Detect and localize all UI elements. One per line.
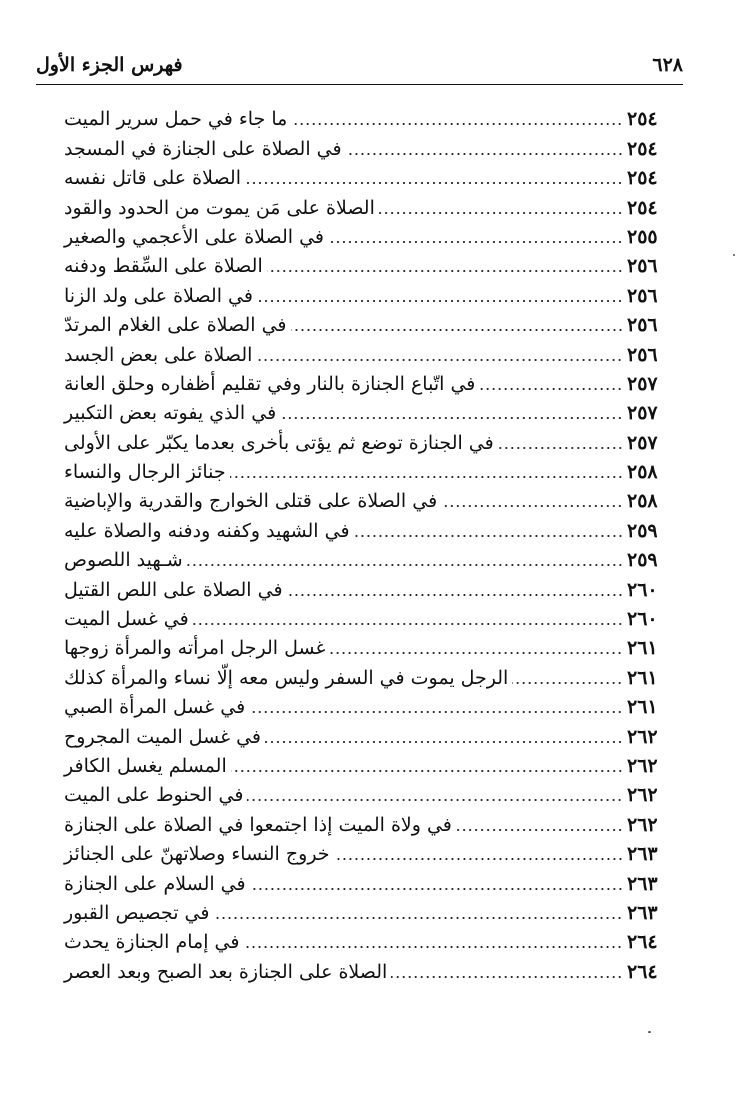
toc-entry-title: ما جاء في حمل سرير الميت (64, 108, 288, 131)
toc-entry (62, 544, 683, 573)
dot-leader (328, 240, 623, 244)
toc-entry (62, 191, 683, 220)
toc-entry-title: في الشهيد وكفنه ودفنه والصلاة عليه (64, 519, 350, 542)
toc-entry-page: ٢٦٢ (627, 813, 658, 836)
toc-entry-title: الرجل يموت في السفر وليس معه إلّا نساء والمرأة كذلك (64, 666, 509, 689)
toc-entry-page: ٢٦٠ (627, 578, 658, 601)
toc-entry (62, 867, 683, 896)
page-header (36, 54, 683, 84)
toc-entry-page: ٢٥٩ (627, 549, 658, 572)
dot-leader (291, 328, 623, 332)
toc-entry (62, 573, 683, 602)
toc-entry-page: ٢٥٤ (627, 196, 658, 219)
toc-entry (62, 485, 683, 514)
toc-entry-page: ٢٥٩ (627, 519, 658, 542)
toc-entry-title: الصلاة على الجنازة بعد الصبح وبعد العصر (64, 960, 388, 983)
dot-leader (379, 211, 623, 215)
toc-entry-page: ٢٥٤ (627, 167, 658, 190)
toc-entry-page: ٢٦١ (627, 696, 658, 719)
page-number: ٦٢٨ (652, 54, 683, 76)
dot-leader (193, 622, 623, 626)
dot-leader (287, 593, 623, 597)
toc-entry-title: في اتّباع الجنازة بالنار وفي تقليم أظفاره وحلق العانة (64, 372, 476, 395)
toc-entry (62, 750, 683, 779)
dot-leader (456, 828, 623, 832)
toc-entry (62, 514, 683, 543)
scan-speck (733, 254, 735, 256)
toc-entry-title: خروج النساء وصلاتهنّ على الجنائز (64, 843, 330, 866)
toc-entry-title: شـهيد اللصوص (64, 549, 183, 572)
toc-entry (62, 279, 683, 308)
toc-entry (62, 955, 683, 984)
toc-entry (62, 368, 683, 397)
toc-entry (62, 250, 683, 279)
dot-leader (243, 945, 623, 949)
toc-entry-title: جنائز الرجال والنساء (64, 461, 226, 484)
toc-entry-title: في الحنوط على الميت (64, 784, 244, 807)
toc-entry-title: في غسل الميت (64, 608, 189, 631)
toc-entry-page: ٢٥٧ (627, 372, 658, 395)
dot-leader (247, 798, 623, 802)
toc-entry (62, 632, 683, 661)
table-of-contents (62, 103, 683, 985)
toc-entry-page: ٢٥٦ (627, 314, 658, 337)
toc-entry (62, 720, 683, 749)
dot-leader (250, 887, 623, 891)
toc-entry (62, 338, 683, 367)
toc-entry-title: غسل الرجل امرأته والمرأة زوجها (64, 637, 326, 660)
toc-entry (62, 926, 683, 955)
toc-entry-page: ٢٥٧ (627, 431, 658, 454)
dot-leader (187, 563, 623, 567)
toc-entry-page: ٢٥٤ (627, 137, 658, 160)
toc-entry-page: ٢٦٤ (627, 960, 658, 983)
toc-entry-page: ٢٦١ (627, 637, 658, 660)
toc-entry-page: ٢٦٤ (627, 931, 658, 954)
toc-entry-page: ٢٥٨ (627, 461, 658, 484)
dot-leader (265, 740, 623, 744)
toc-entry (62, 661, 683, 690)
toc-entry-title: الصلاة على قاتل نفسه (64, 167, 242, 190)
dot-leader (498, 446, 623, 450)
toc-entry-title: في الجنازة توضع ثم يؤتى بأخرى بعدما يكبّر على الأولى (64, 431, 494, 454)
toc-entry-page: ٢٦٢ (627, 754, 658, 777)
toc-entry (62, 897, 683, 926)
toc-entry-title: في الصلاة على اللص القتيل (64, 578, 283, 601)
dot-leader (230, 475, 623, 479)
toc-entry-title: في ولاة الميت إذا اجتمعوا في الصلاة على الجنازة (64, 813, 452, 836)
toc-entry-title: في الصلاة على ولد الزنا (64, 284, 253, 307)
toc-entry (62, 838, 683, 867)
dot-leader (245, 181, 623, 185)
toc-entry-title: في السلام على الجنازة (64, 872, 246, 895)
dot-leader (231, 769, 623, 773)
dot-leader (441, 504, 623, 508)
dot-leader (249, 710, 623, 714)
toc-entry-title: الصلاة على بعض الجسد (64, 343, 253, 366)
toc-entry-page: ٢٥٦ (627, 284, 658, 307)
toc-entry-page: ٢٥٦ (627, 343, 658, 366)
dot-leader (391, 975, 623, 979)
toc-entry-page: ٢٦٢ (627, 784, 658, 807)
toc-entry-page: ٢٦٠ (627, 608, 658, 631)
toc-entry-page: ٢٥٦ (627, 255, 658, 278)
toc-entry-title: في الصلاة على قتلى الخوارج والقدرية والإباضية (64, 490, 438, 513)
header-rule (36, 84, 683, 85)
toc-entry (62, 808, 683, 837)
toc-entry-page: ٢٥٤ (627, 108, 658, 131)
toc-entry (62, 603, 683, 632)
running-title: فهرس الجزء الأول (36, 54, 183, 76)
toc-entry (62, 103, 683, 132)
scan-speck (648, 1031, 651, 1033)
toc-entry (62, 426, 683, 455)
toc-entry (62, 309, 683, 338)
toc-entry-title: في إمام الجنازة يحدث (64, 931, 240, 954)
toc-entry-page: ٢٥٥ (627, 225, 658, 248)
toc-entry (62, 132, 683, 161)
dot-leader (213, 916, 623, 920)
toc-entry-page: ٢٦٣ (627, 901, 658, 924)
toc-entry-page: ٢٦١ (627, 666, 658, 689)
toc-entry (62, 779, 683, 808)
dot-leader (280, 416, 623, 420)
toc-entry-page: ٢٥٧ (627, 402, 658, 425)
dot-leader (346, 152, 623, 156)
toc-entry-title: في الذي يفوته بعض التكبير (64, 402, 277, 425)
dot-leader (334, 857, 623, 861)
toc-entry-title: في تجصيص القبور (64, 901, 210, 924)
dot-leader (267, 269, 623, 273)
toc-entry-title: في الصلاة على الأعجمي والصغير (64, 225, 325, 248)
toc-entry-page: ٢٥٨ (627, 490, 658, 513)
dot-leader (329, 651, 623, 655)
toc-entry-page: ٢٦٣ (627, 872, 658, 895)
toc-entry (62, 691, 683, 720)
toc-entry (62, 456, 683, 485)
toc-entry-title: الصلاة على مَن يموت من الحدود والقود (64, 196, 375, 219)
toc-entry (62, 221, 683, 250)
toc-entry-title: في غسل المرأة الصبي (64, 696, 246, 719)
toc-entry-page: ٢٦٣ (627, 843, 658, 866)
dot-leader (512, 681, 623, 685)
dot-leader (479, 387, 623, 391)
dot-leader (354, 534, 623, 538)
toc-entry-title: في الصلاة على الغلام المرتدّ (64, 314, 287, 337)
toc-entry-title: المسلم يغسل الكافر (64, 754, 227, 777)
dot-leader (257, 299, 623, 303)
toc-entry-title: في الصلاة على الجنازة في المسجد (64, 137, 342, 160)
toc-entry-title: الصلاة على السِّقط ودفنه (64, 255, 263, 278)
dot-leader (256, 358, 623, 362)
toc-entry-title: في غسل الميت المجروح (64, 725, 261, 748)
dot-leader (291, 122, 623, 126)
toc-entry (62, 397, 683, 426)
toc-entry-page: ٢٦٢ (627, 725, 658, 748)
toc-entry (62, 162, 683, 191)
